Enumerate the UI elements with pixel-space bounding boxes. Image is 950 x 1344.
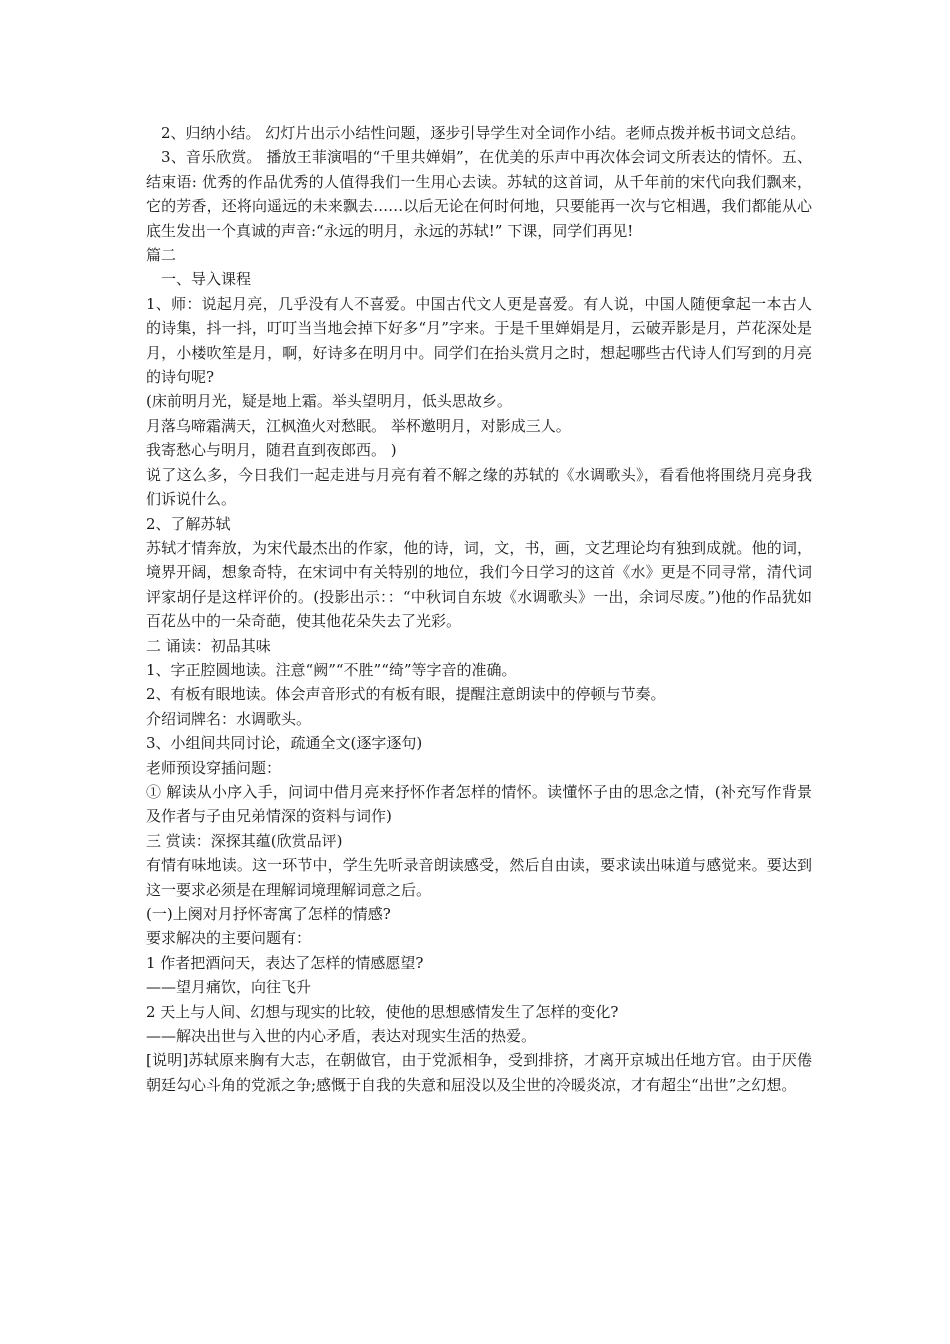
- section-heading-appreciation: 三 赏读：深探其蕴(欣赏品评): [146, 831, 343, 850]
- paragraph-music-appreciation: 3、音乐欣赏。 播放王菲演唱的“千里共婵娟”，在优美的乐声中再次体会词文所表达的情怀。五、结束语: 优秀的作品优秀的人值得我们一生用心去读。苏轼的这首词，从千年前的宋代向我们飘来，它的芳香，还将向遥远的未来飘去……以后无论在何时何地，只要能再一次与它相遇，我们都能从心底生发出一个真诚的声音:“永远的明月，永远的苏轼!” 下课，同学们再见!: [146, 148, 812, 240]
- paragraph-main-questions: 要求解决的主要问题有：: [146, 929, 312, 948]
- paragraph-appreciation: 有情有味地读。这一环节中，学生先听录音朗读感受，然后自由读，要求读出味道与感觉来。要达到这一要求必须是在理解词境理解词意之后。: [146, 856, 812, 899]
- poem-line-2: 月落乌啼霜满天，江枫渔火对愁眠。 举杯邀明月，对影成三人。: [146, 416, 571, 435]
- list-item-pronunciation: 1、字正腔圆地读。注意“阙”“不胜”“绮”等字音的准确。: [146, 660, 517, 679]
- list-item-preface: ① 解读从小序入手，问词中借月亮来抒怀作者怎样的情怀。读懂怀子由的思念之情，(补充写作背景及作者与子由兄弟情深的资料与词作): [146, 782, 812, 826]
- poem-line-3: 我寄愁心与明月，随君直到夜郎西。 ): [146, 441, 397, 460]
- section-heading-recitation: 二 诵读：初品其味: [146, 636, 271, 655]
- question-1: 1 作者把酒问天，表达了怎样的情感愿望?: [146, 953, 424, 972]
- document-page: [146, 121, 812, 1097]
- paragraph-explanation: [说明]苏轼原来胸有大志，在朝做官，由于党派相争，受到排挤，才离开京城出任地方官。由于厌倦朝廷勾心斗角的党派之争;感慨于自我的失意和屈没以及尘世的冷暖炎凉，才有超尘“出世”之幻想。: [146, 1051, 812, 1094]
- paragraph-summary: 2、归纳小结。 幻灯片出示小结性问题，逐步引导学生对全词作小结。老师点拨并板书词文总结。: [161, 124, 806, 142]
- paragraph-lead-in: 说了这么多，今日我们一起走进与月亮有着不解之缘的苏轼的《水调歌头》，看看他将围绕月亮身我们诉说什么。: [146, 465, 812, 509]
- paragraph-cipai: 介绍词牌名：水调歌头。: [146, 709, 312, 728]
- subheading-first-stanza: (一)上阕对月抒怀寄寓了怎样的情感?: [146, 905, 391, 923]
- paragraph-teacher-intro: 1、师：说起月亮，几乎没有人不喜爱。中国古代文人更是喜爱。有人说，中国人随便拿起一本古人的诗集，抖一抖，叮叮当当地会掉下好多“月”字来。于是千里婵娟是月，云破弄影是月，芦花深处是月，小楼吹笙是月，啊，好诗多在明月中。同学们在抬头赏月之时，想起哪些古代诗人们写到的月亮的诗句呢?: [146, 294, 812, 387]
- poem-line-1: (床前明月光，疑是地上霜。举头望明月，低头思故乡。: [146, 392, 512, 411]
- paragraph-about-sushi: 苏轼才情奔放，为宋代最杰出的作家，他的诗，词，文，书，画，文艺理论均有独到成就。他的词，境界开阔，想象奇特，在宋词中有关特别的地位，我们今日学习的这首《水》更是不同寻常，清代词评家胡仔是这样评价的。(投影出示：：“中秋词自东坡《水调歌头》一出，余词尽废。”)他的作品犹如百花丛中的一朵奇葩，使其他花朵失去了光彩。: [146, 538, 812, 631]
- subheading-about-sushi: 2、了解苏轼: [146, 514, 231, 533]
- answer-1: ——望月痛饮，向往飞升: [146, 978, 312, 997]
- paragraph-preset-questions: 老师预设穿插问题：: [146, 758, 282, 777]
- answer-2: ——解决出世与入世的内心矛盾，表达对现实生活的热爱。: [146, 1027, 537, 1046]
- question-2: 2 天上与人间、幻想与现实的比较，使他的思想感情发生了怎样的变化?: [146, 1002, 619, 1021]
- list-item-rhythm: 2、有板有眼地读。体会声音形式的有板有眼，提醒注意朗读中的停顿与节奏。: [146, 685, 666, 704]
- section-heading-part-two: 篇二: [146, 246, 177, 265]
- list-item-group-discussion: 3、小组间共同讨论，疏通全文(逐字逐句): [146, 734, 423, 753]
- section-heading-intro: 一、导入课程: [161, 270, 252, 289]
